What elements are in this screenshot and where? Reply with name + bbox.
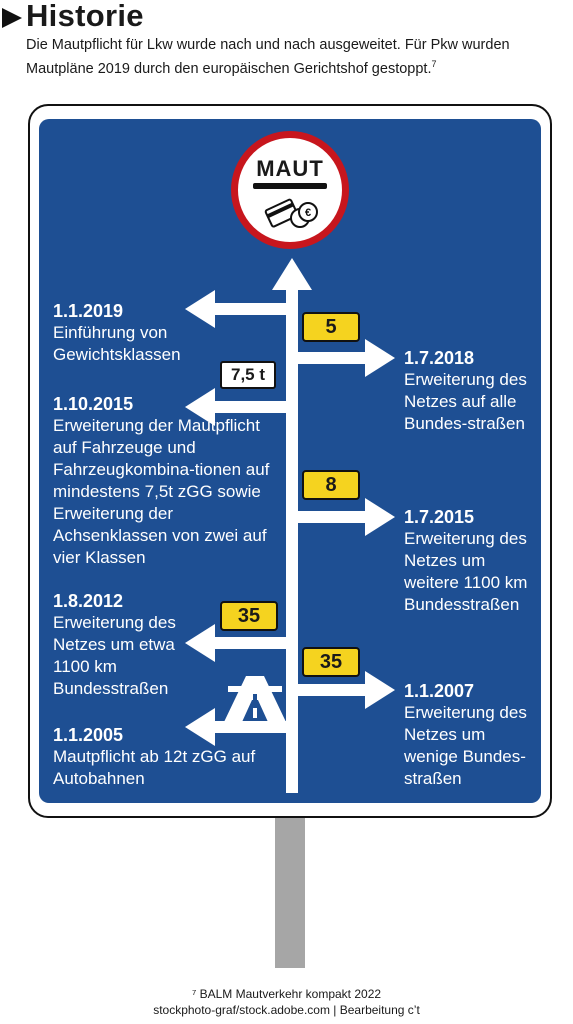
event-text: Erweiterung des Netzes um weitere 1100 km Bundesstraßen: [404, 529, 528, 614]
event-2019: [53, 300, 193, 366]
maut-label: MAUT: [256, 156, 324, 181]
event-text: Erweiterung des Netzes auf alle Bundes-straßen: [404, 370, 527, 433]
arrow-right-2018-head: [365, 339, 395, 377]
maut-sign: [231, 131, 349, 249]
plate-35-right: 35: [302, 647, 360, 677]
autobahn-icon: [224, 676, 286, 722]
footnote-credit: stockphoto-graf/stock.adobe.com | Bearbeitung c’t: [153, 1003, 420, 1017]
arrow-right-2007: [296, 684, 374, 696]
arrow-left-2012: [205, 637, 288, 649]
event-date: 1.1.2005: [53, 725, 124, 745]
footnote: [0, 986, 573, 1018]
event-date: 1.1.2019: [53, 301, 124, 321]
event-text: Mautpflicht ab 12t zGG auf Autobahnen: [53, 747, 256, 788]
event-date: 1.1.2007: [404, 681, 475, 701]
event-text: Erweiterung der Mautpflicht auf Fahrzeuge und Fahrzeugkombina-tionen auf mindestens 7,5t zGG sowie Erweiterung der Achsenklassen von zwei auf vier Klassen: [53, 416, 270, 567]
event-date: 1.10.2015: [53, 394, 134, 414]
plate-8: 8: [302, 470, 360, 500]
footnote-ref: 7: [431, 59, 437, 69]
page-title: Historie: [26, 0, 144, 33]
plate-weight: 7,5 t: [220, 361, 276, 389]
arrow-left-2012-head: [185, 624, 215, 662]
maut-bar: [253, 183, 327, 189]
toll-card-coin-icon: [262, 196, 322, 232]
event-2005: [53, 724, 268, 790]
plate-35-left: 35: [220, 601, 278, 631]
event-2012: [53, 590, 188, 700]
event-2015-oct: [53, 393, 281, 569]
event-text: Erweiterung des Netzes um wenige Bundes-straßen: [404, 703, 527, 788]
footnote-source: ⁷ BALM Mautverkehr kompakt 2022: [191, 987, 382, 1001]
event-text: Erweiterung des Netzes um etwa 1100 km Bundesstraßen: [53, 613, 176, 698]
main-arrow-head: [272, 258, 312, 290]
event-date: 1.8.2012: [53, 591, 124, 611]
arrow-right-2018: [296, 352, 374, 364]
event-2015-jul: [404, 506, 539, 616]
event-2007: [404, 680, 539, 790]
arrow-right-2015-head: [365, 498, 395, 536]
arrow-left-2019: [205, 303, 288, 315]
event-text: Einführung von Gewichtsklassen: [53, 323, 181, 364]
event-2018: [404, 347, 539, 435]
event-date: 1.7.2015: [404, 507, 475, 527]
svg-text:€: €: [304, 207, 312, 219]
event-date: 1.7.2018: [404, 348, 475, 368]
arrow-right-2007-head: [365, 671, 395, 709]
arrow-right-2015: [296, 511, 374, 523]
subtitle-text: Die Mautpflicht für Lkw wurde nach und nach ausgeweitet. Für Pkw wurden Mautpläne 2019 durch den europäischen Gerichtshof gestoppt.: [26, 37, 510, 77]
plate-5: 5: [302, 312, 360, 342]
